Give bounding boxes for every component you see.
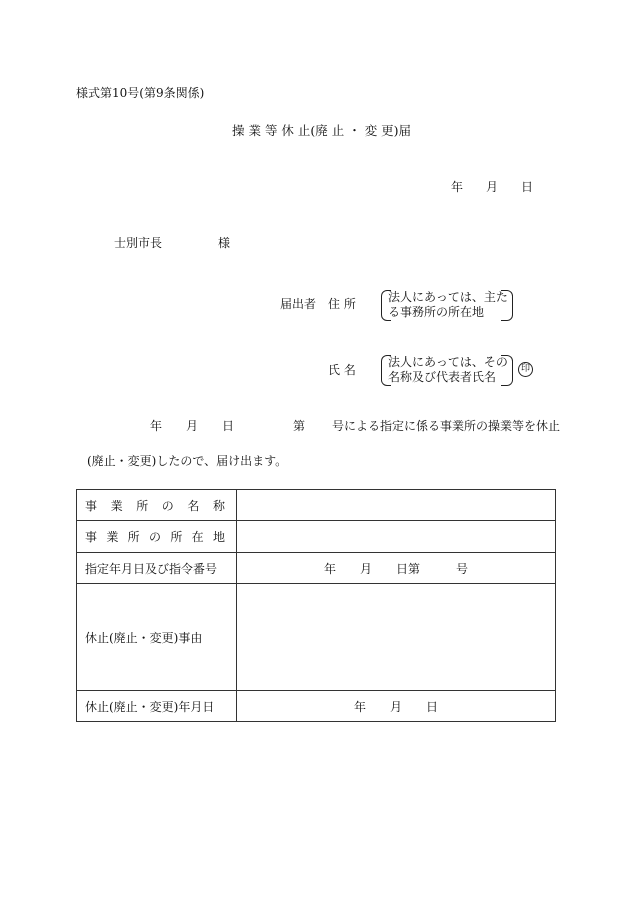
address-note-line1: 法人にあっては、主た <box>388 290 508 304</box>
name-note-line1: 法人にあっては、その <box>388 355 508 369</box>
label-char: 業 <box>110 498 123 513</box>
address-note-line2: る事務所の所在地 <box>388 305 485 319</box>
table-row <box>77 691 556 722</box>
row-label: 指定年月日及び指令番号 <box>85 561 218 576</box>
table-label-cell <box>77 521 237 553</box>
body-day: 日 <box>222 419 235 433</box>
body-line1-tail: 号による指定に係る事業所の操業等を休止 <box>332 419 561 433</box>
table-row <box>77 553 556 584</box>
row-label: 休止(廃止・変更)事由 <box>85 630 203 645</box>
designation-date-number-field[interactable]: 年 月 日第 号 <box>237 553 556 584</box>
business-name-field[interactable] <box>237 490 556 521</box>
form-number: 様式第10号(第9条関係) <box>76 86 205 100</box>
table-row <box>77 584 556 691</box>
name-label: 氏 名 <box>328 363 356 377</box>
name-note-line2: 名称及び代表者氏名 <box>388 370 497 384</box>
label-char: 名 <box>187 498 200 513</box>
label-char: 在 <box>191 530 204 544</box>
business-location-field[interactable] <box>237 521 556 553</box>
table-label-cell <box>77 584 237 691</box>
addressee-honorific: 様 <box>218 236 231 250</box>
form-table <box>76 489 556 722</box>
table-label-cell <box>77 691 237 722</box>
label-char: 業 <box>106 530 119 544</box>
date-month-label: 月 <box>486 180 499 194</box>
label-char: 地 <box>212 530 225 544</box>
applicant-label: 届出者 <box>280 297 317 311</box>
table-row <box>77 521 556 553</box>
label-char: 称 <box>212 498 225 513</box>
label-char: の <box>161 498 174 513</box>
suspension-date-field[interactable]: 年 月 日 <box>237 691 556 722</box>
table-row <box>77 490 556 521</box>
body-month: 月 <box>186 419 199 433</box>
seal-mark: 印 <box>518 362 533 377</box>
body-number-prefix: 第 <box>293 419 306 433</box>
label-char: の <box>148 530 161 544</box>
row-label: 休止(廃止・変更)年月日 <box>85 699 215 714</box>
body-line2: (廃止・変更)したので、届け出ます。 <box>87 454 288 468</box>
table-label-cell <box>77 490 237 521</box>
address-label: 住 所 <box>328 297 356 311</box>
date-year-label: 年 <box>451 180 464 194</box>
table-label-cell <box>77 553 237 584</box>
reason-field[interactable] <box>237 584 556 691</box>
label-char: 事 <box>85 530 98 544</box>
row-label <box>85 528 225 545</box>
label-char: 所 <box>170 530 183 544</box>
document-title: 操 業 等 休 止(廃 止 ・ 変 更)届 <box>232 123 412 138</box>
label-char: 所 <box>127 530 140 544</box>
row-label <box>85 497 225 514</box>
date-day-label: 日 <box>521 180 534 194</box>
label-char: 所 <box>136 498 149 513</box>
label-char: 事 <box>85 498 98 513</box>
body-year: 年 <box>150 419 163 433</box>
addressee-name: 士別市長 <box>114 236 163 250</box>
